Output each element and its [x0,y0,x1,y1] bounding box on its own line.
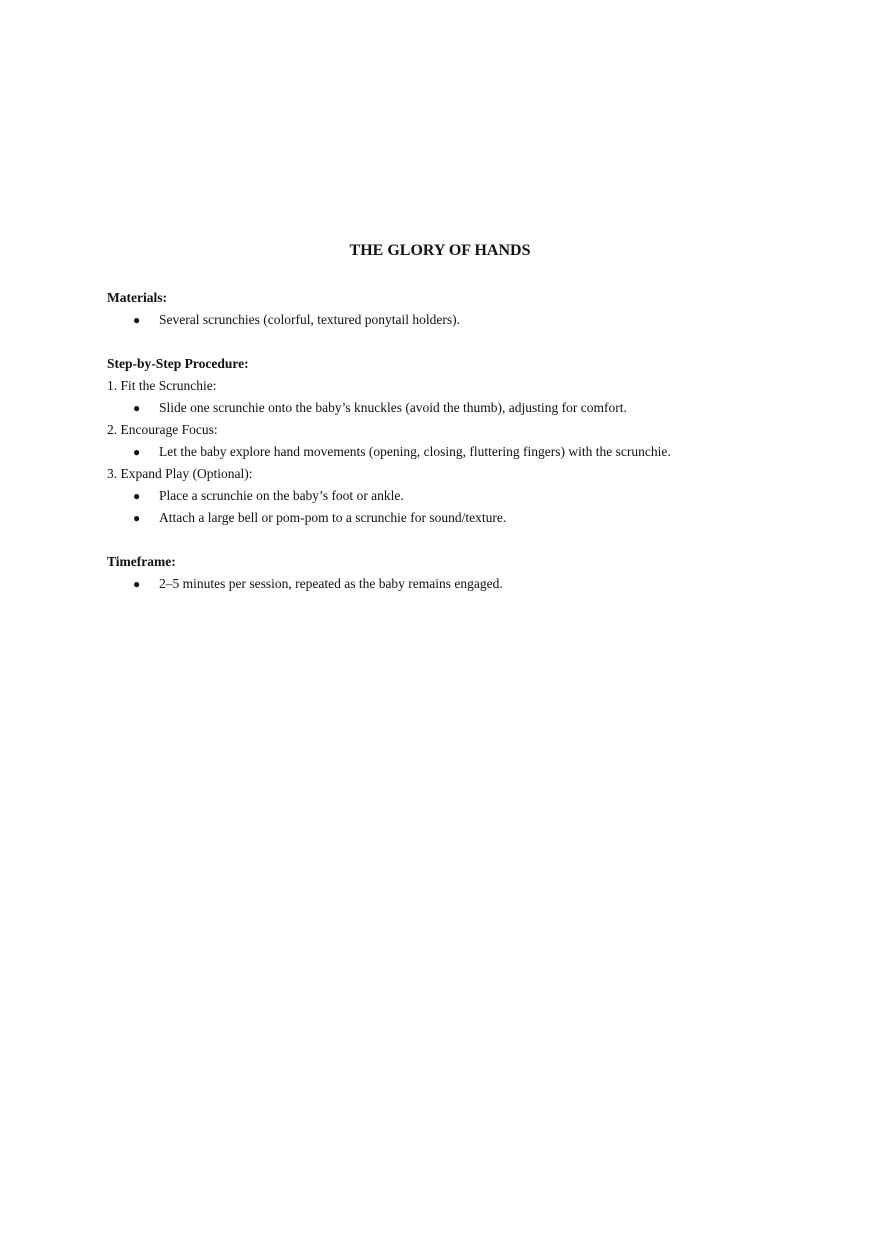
list-item [107,485,827,507]
timeframe-item-text: 2–5 minutes per session, repeated as the baby remains engaged. [159,576,503,591]
list-item [107,309,827,331]
step-item-text: Let the baby explore hand movements (opening, closing, fluttering fingers) with the scrunchie. [159,444,671,459]
bullet-icon: ● [133,313,141,327]
bullet-icon: ● [133,445,141,459]
page-title: THE GLORY OF HANDS [349,242,531,259]
step-label: 1. Fit the Scrunchie: [107,378,217,393]
bullet-icon: ● [133,401,141,415]
step-item-text: Slide one scrunchie onto the baby’s knuckles (avoid the thumb), adjusting for comfort. [159,400,627,415]
section-spacer [107,331,827,353]
bullet-icon: ● [133,511,141,525]
materials-item-text: Several scrunchies (colorful, textured ponytail holders). [159,312,461,327]
step-label: 2. Encourage Focus: [107,422,218,437]
step-label: 3. Expand Play (Optional): [107,466,253,481]
materials-heading: Materials: [107,290,167,305]
timeframe-heading: Timeframe: [107,554,176,569]
step-item-text: Attach a large bell or pom-pom to a scrunchie for sound/texture. [159,510,507,525]
document-body [107,287,827,595]
step-item-text: Place a scrunchie on the baby’s foot or ankle. [159,488,404,503]
list-item [107,441,827,463]
bullet-icon: ● [133,577,141,591]
bullet-icon: ● [133,489,141,503]
list-item [107,397,827,419]
list-item [107,507,827,529]
list-item [107,573,827,595]
section-spacer [107,529,827,551]
procedure-heading: Step-by-Step Procedure: [107,356,249,371]
